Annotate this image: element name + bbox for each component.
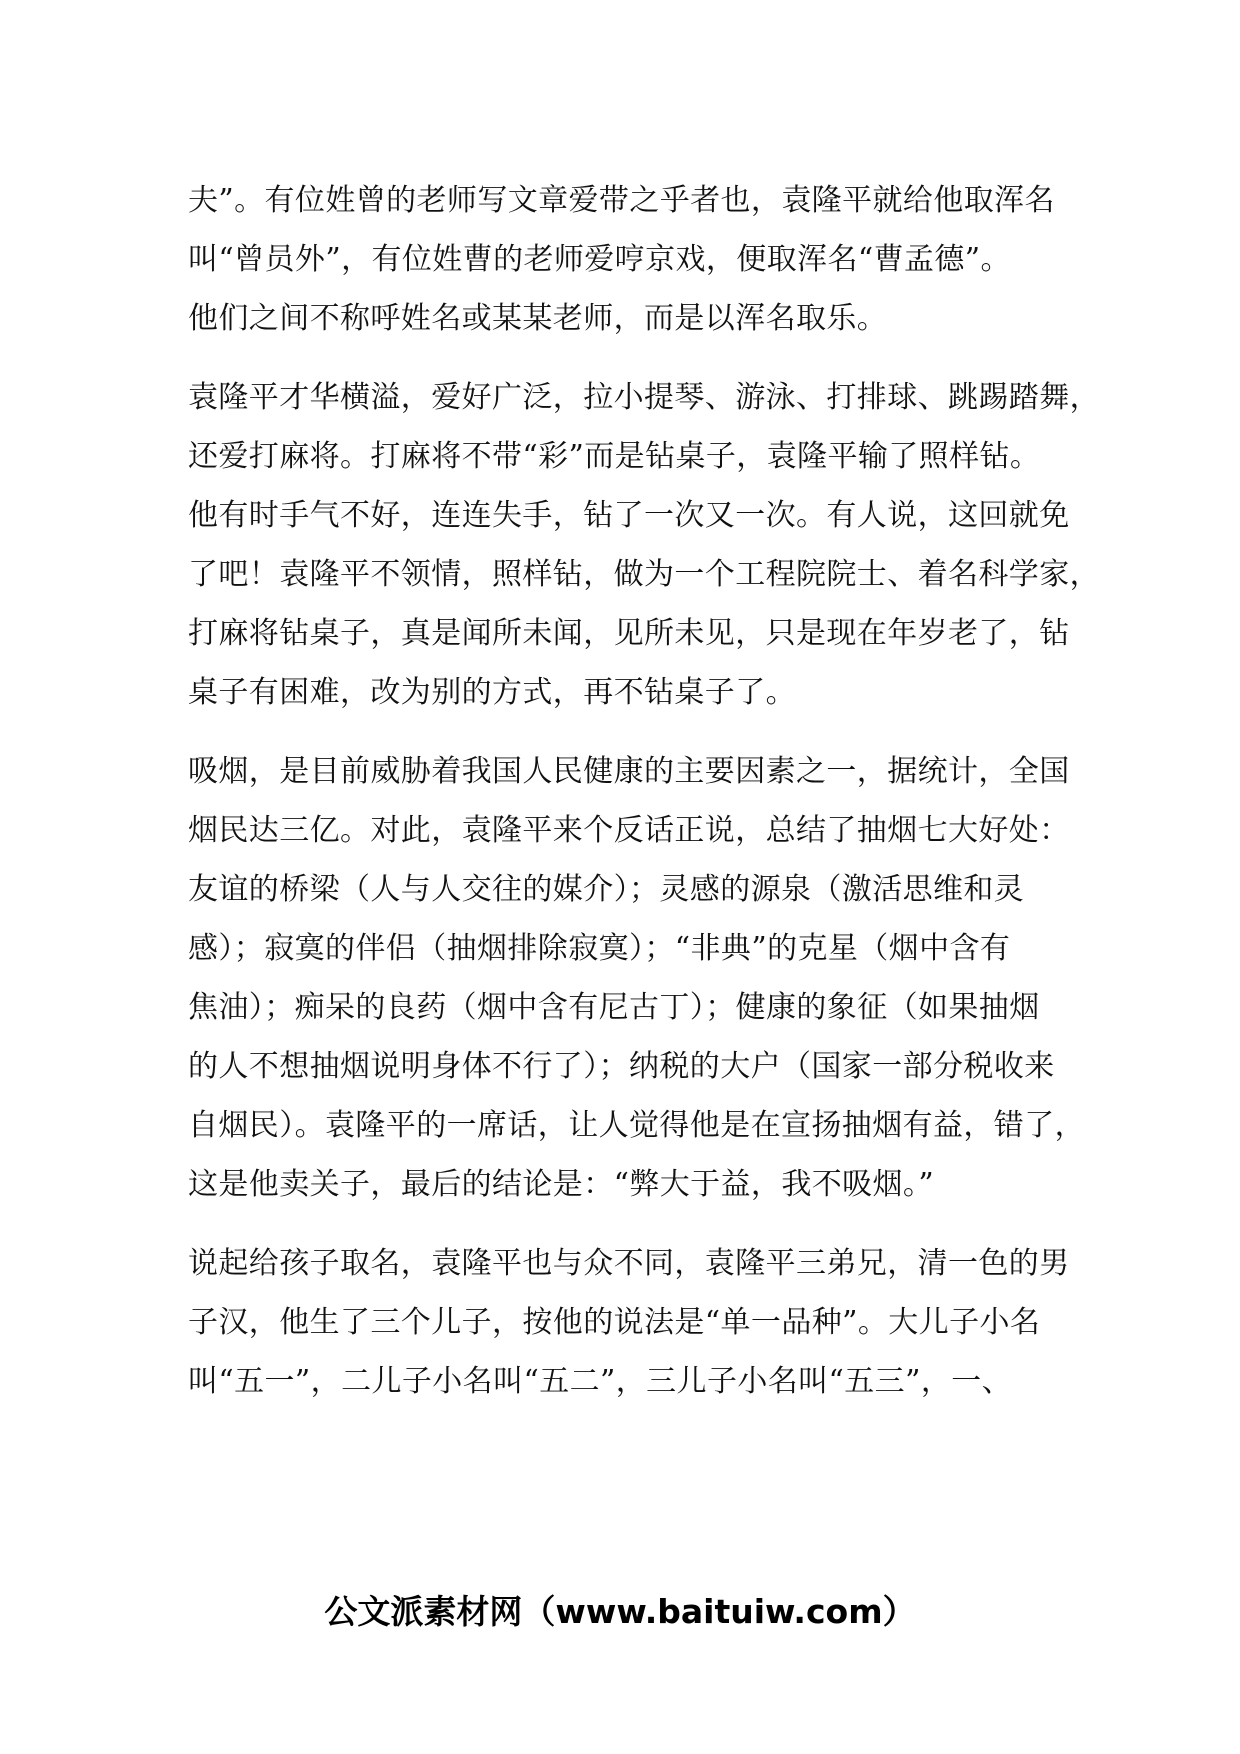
text-line: 打麻将钻桌子，真是闻所未闻，见所未见，只是现在年岁老了，钻 <box>188 616 1070 651</box>
text-line: 这是他卖关子，最后的结论是：“弊大于益，我不吸烟。” <box>188 1167 935 1202</box>
text-line: 还爱打麻将。打麻将不带“彩”而是钻桌子，袁隆平输了照样钻。 <box>188 439 1041 474</box>
text-line: 子汉，他生了三个儿子，按他的说法是“单一品种”。大儿子小名 <box>188 1305 1041 1340</box>
text-line: 他们之间不称呼姓名或某某老师，而是以浑名取乐。 <box>188 301 888 336</box>
text-line: 叫“五一”，二儿子小名叫“五二”，三儿子小名叫“五三”，一、 <box>188 1364 1013 1399</box>
text-line: 桌子有困难，改为别的方式，再不钻桌子了。 <box>188 675 796 710</box>
paragraph <box>188 368 1100 722</box>
text-line: 的人不想抽烟说明身体不行了）；纳税的大户（国家一部分税收来 <box>188 1049 1055 1084</box>
text-line: 叫“曾员外”，有位姓曹的老师爱哼京戏，便取浑名“曹孟德”。 <box>188 242 1011 277</box>
text-line: 友谊的桥梁（人与人交往的媒介）；灵感的源泉（激活思维和灵 <box>188 872 1025 907</box>
text-line: 说起给孩子取名，袁隆平也与众不同，袁隆平三弟兄，清一色的男 <box>188 1246 1070 1281</box>
paragraph-gap <box>188 348 1068 368</box>
text-line: 他有时手气不好，连连失手，钻了一次又一次。有人说，这回就免 <box>188 498 1070 533</box>
paragraph <box>188 742 1085 1214</box>
text-line: 夫”。有位姓曾的老师写文章爱带之乎者也，袁隆平就给他取浑名 <box>188 183 1055 218</box>
paragraph-gap <box>188 1214 1068 1234</box>
document-body <box>188 171 1100 1411</box>
paragraph <box>188 171 1068 348</box>
text-line: 感）；寂寞的伴侣（抽烟排除寂寞）；“非典”的克星（烟中含有 <box>188 931 1011 966</box>
text-line: 焦油）；痴呆的良药（烟中含有尼古丁）；健康的象征（如果抽烟 <box>188 990 1040 1025</box>
page-footer: 公文派素材网（www.baituiw.com） <box>324 1592 916 1631</box>
text-line: 自烟民）。袁隆平的一席话，让人觉得他是在宣扬抽烟有益，错了， <box>188 1108 1085 1143</box>
text-line: 烟民达三亿。对此，袁隆平来个反话正说，总结了抽烟七大好处： <box>188 813 1070 848</box>
paragraph-gap <box>188 722 1068 742</box>
text-line: 吸烟，是目前威胁着我国人民健康的主要因素之一，据统计，全国 <box>188 754 1070 789</box>
text-line: 袁隆平才华横溢，爱好广泛，拉小提琴、游泳、打排球、跳踢踏舞， <box>188 380 1100 415</box>
paragraph <box>188 1234 1068 1411</box>
text-line: 了吧！袁隆平不领情，照样钻，做为一个工程院院士、着名科学家， <box>188 557 1100 592</box>
